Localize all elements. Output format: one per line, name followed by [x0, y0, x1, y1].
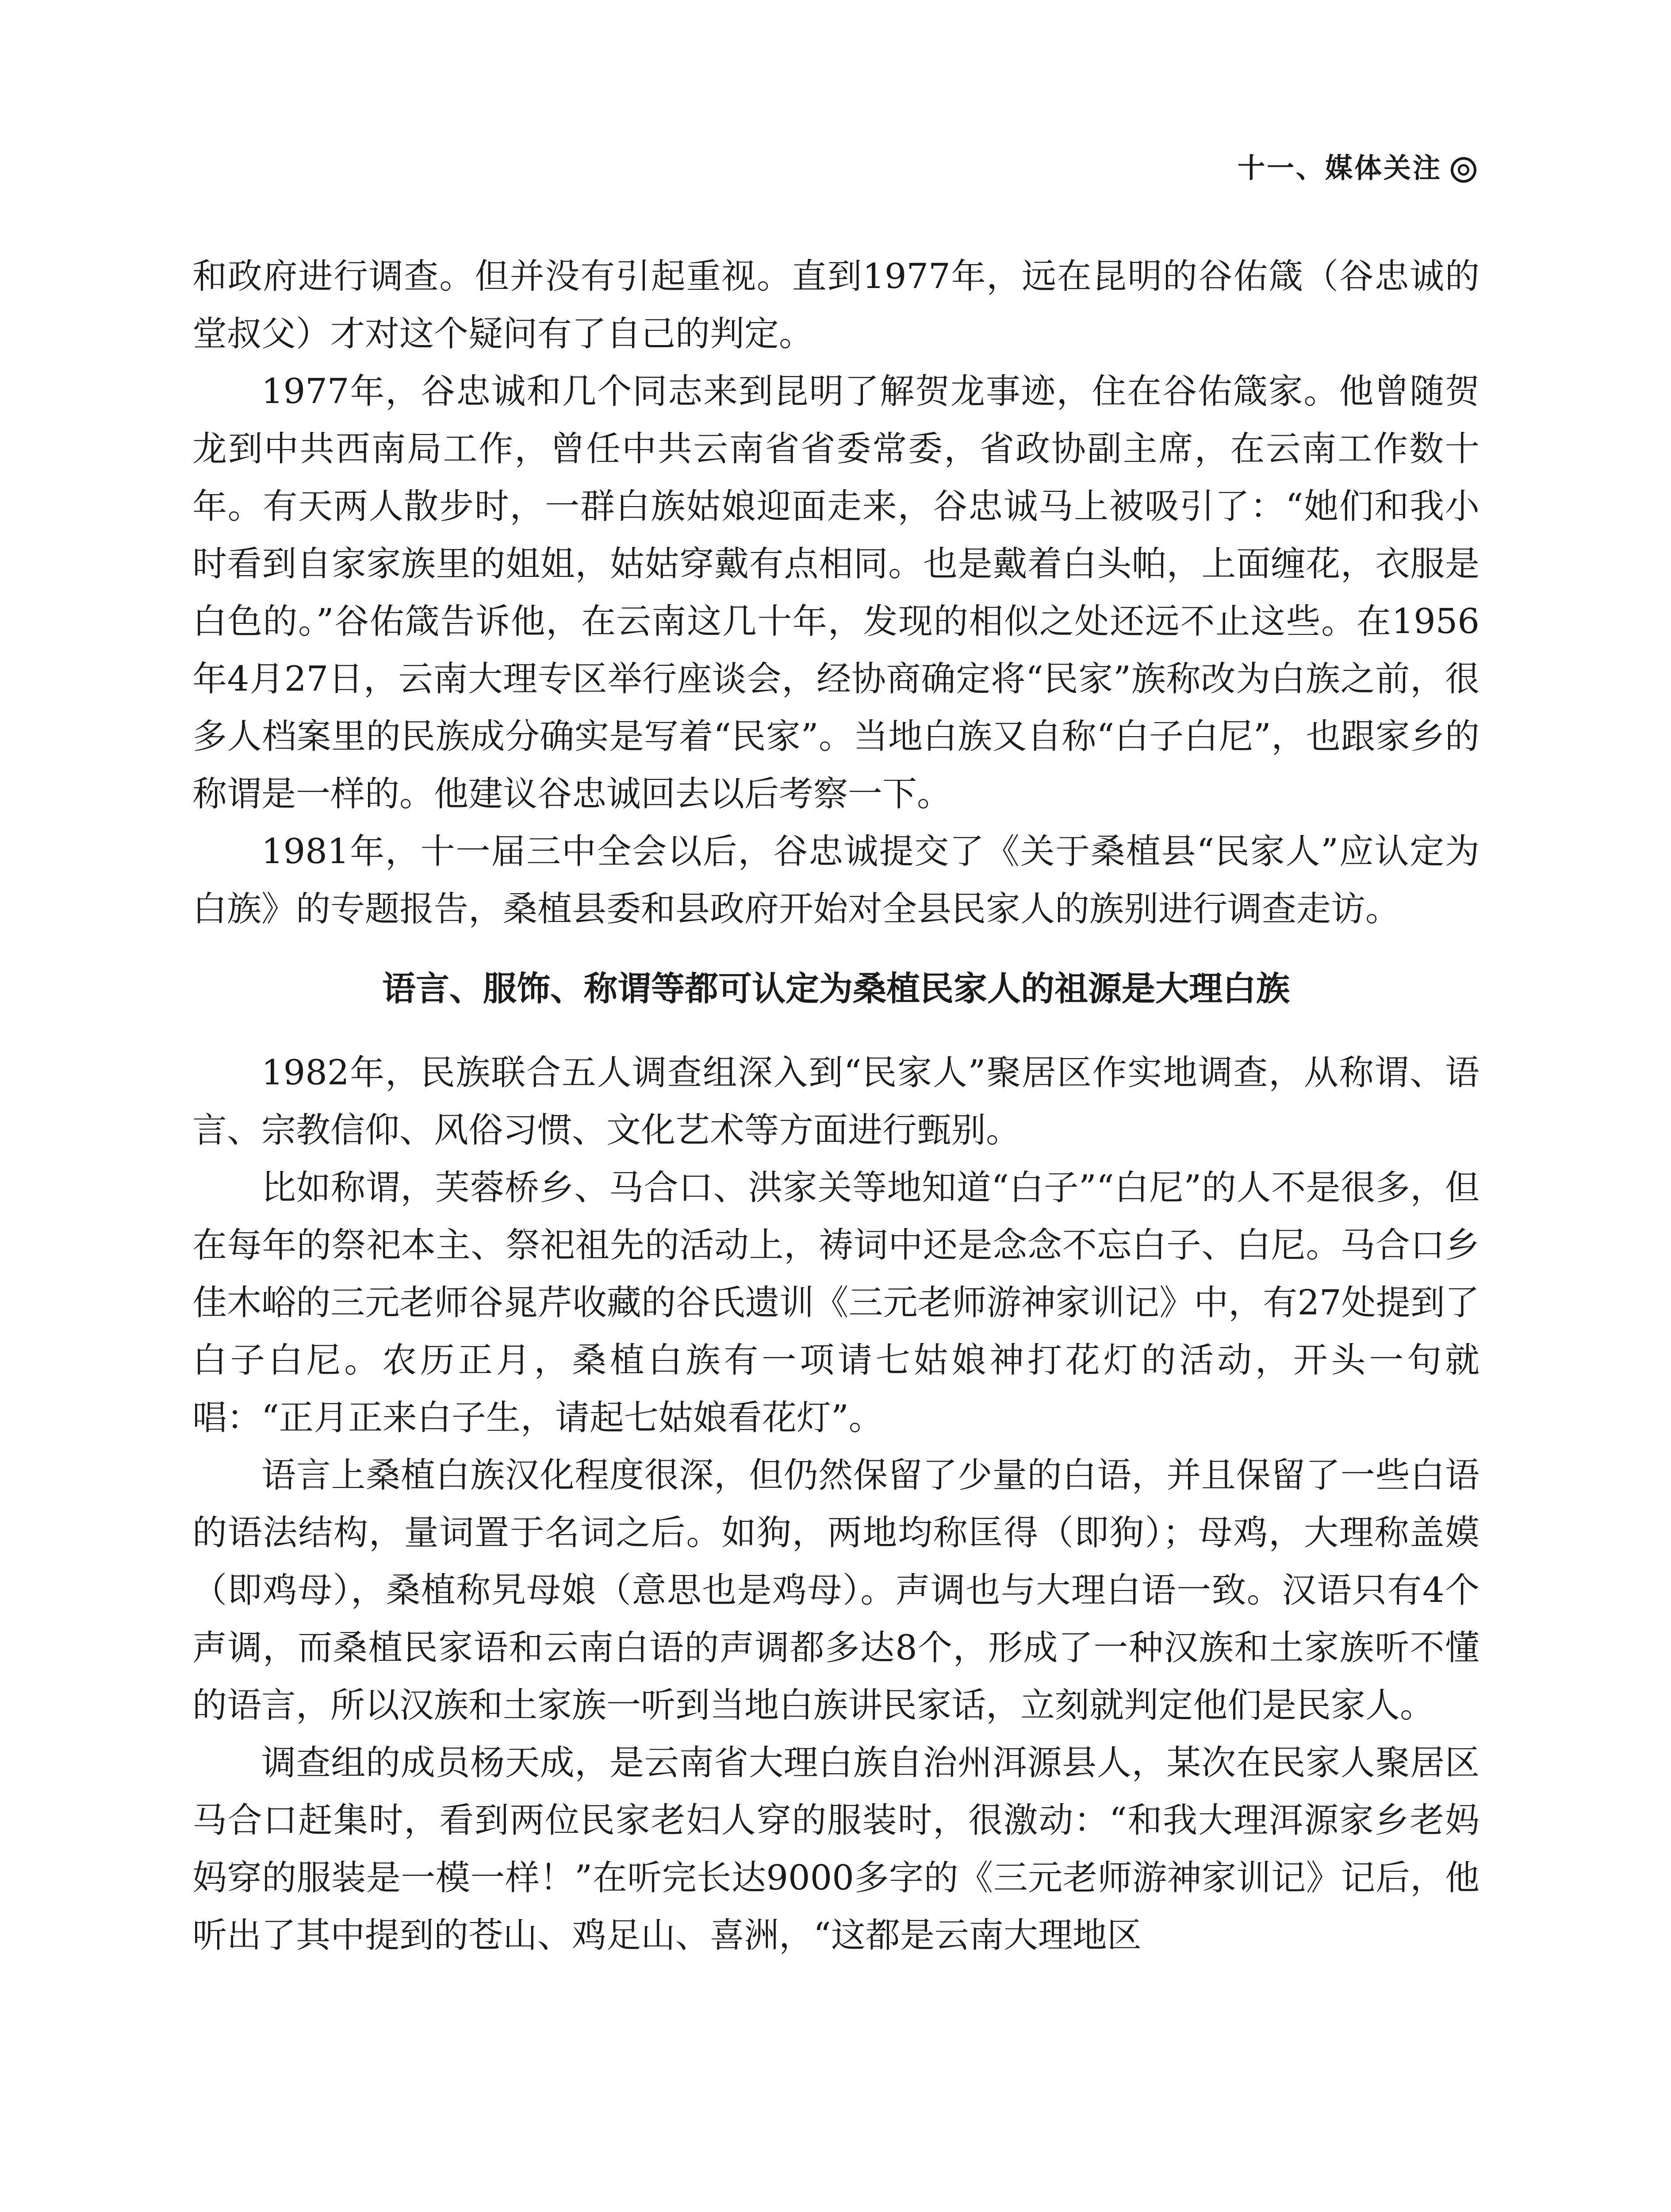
section-subheading: 语言、服饰、称谓等都可认定为桑植民家人的祖源是大理白族: [382, 969, 1290, 1008]
paragraph: 语言上桑植白族汉化程度很深，但仍然保留了少量的白语，并且保留了一些白语的语法结构，量词置于名词之后。如狗，两地均称匡得（即狗）；母鸡，大理称盖嫫（即鸡母），桑植称旯母娘（意思也是鸡母）。声调也与大理白语一致。汉语只有4个声调，而桑植民家语和云南白语的声调都多达8个，形成了一种汉族和土家族听不懂的语言，所以汉族和土家族一听到当地白族讲民家话，立刻就判定他们是民家人。: [192, 1455, 1479, 1725]
paragraph: 和政府进行调查。但并没有引起重视。直到1977年，远在昆明的谷佑箴（谷忠诚的堂叔父）才对这个疑问有了自己的判定。: [192, 257, 1479, 354]
paragraph: 比如称谓，芙蓉桥乡、马合口、洪家关等地知道“白子”“白尼”的人不是很多，但在每年的祭祀本主、祭祀祖先的活动上，祷词中还是念念不忘白子、白尼。马合口乡佳木峪的三元老师谷晁芹收藏的谷氏遗训《三元老师游神家训记》中，有27处提到了白子白尼。农历正月，桑植白族有一项请七姑娘神打花灯的活动，开头一句就唱：“正月正来白子生，请起七姑娘看花灯”。: [192, 1168, 1479, 1438]
page-body: [192, 248, 1479, 1964]
paragraph: 1982年，民族联合五人调查组深入到“民家人”聚居区作实地调查，从称谓、语言、宗教信仰、风俗习惯、文化艺术等方面进行甄别。: [192, 1053, 1479, 1150]
paragraph: 1981年，十一届三中全会以后，谷忠诚提交了《关于桑植县“民家人”应认定为白族》的专题报告，桑植县委和县政府开始对全县民家人的族别进行调查走访。: [192, 832, 1479, 929]
paragraph: 1977年，谷忠诚和几个同志来到昆明了解贺龙事迹，住在谷佑箴家。他曾随贺龙到中共西南局工作，曾任中共云南省省委常委，省政协副主席，在云南工作数十年。有天两人散步时，一群白族姑娘迎面走来，谷忠诚马上被吸引了：“她们和我小时看到自家家族里的姐姐，姑姑穿戴有点相同。也是戴着白头帕，上面缠花，衣服是白色的。”谷佑箴告诉他，在云南这几十年，发现的相似之处还远不止这些。在1956年4月27日，云南大理专区举行座谈会，经协商确定将“民家”族称改为白族之前，很多人档案里的民族成分确实是写着“民家”。当地白族又自称“白子白尼”，也跟家乡的称谓是一样的。他建议谷忠诚回去以后考察一下。: [192, 372, 1479, 814]
double-circle-icon: [1451, 157, 1476, 183]
paragraph: 调查组的成员杨天成，是云南省大理白族自治州洱源县人，某次在民家人聚居区马合口赶集时，看到两位民家老妇人穿的服装时，很激动：“和我大理洱源家乡老妈妈穿的服装是一模一样！”在听完长达9000多字的《三元老师游神家训记》记后，他听出了其中提到的苍山、鸡足山、喜洲，“这都是云南大理地区: [192, 1743, 1479, 1955]
running-header: [1238, 146, 1476, 185]
section-title: 十一、媒体关注: [1237, 152, 1442, 184]
